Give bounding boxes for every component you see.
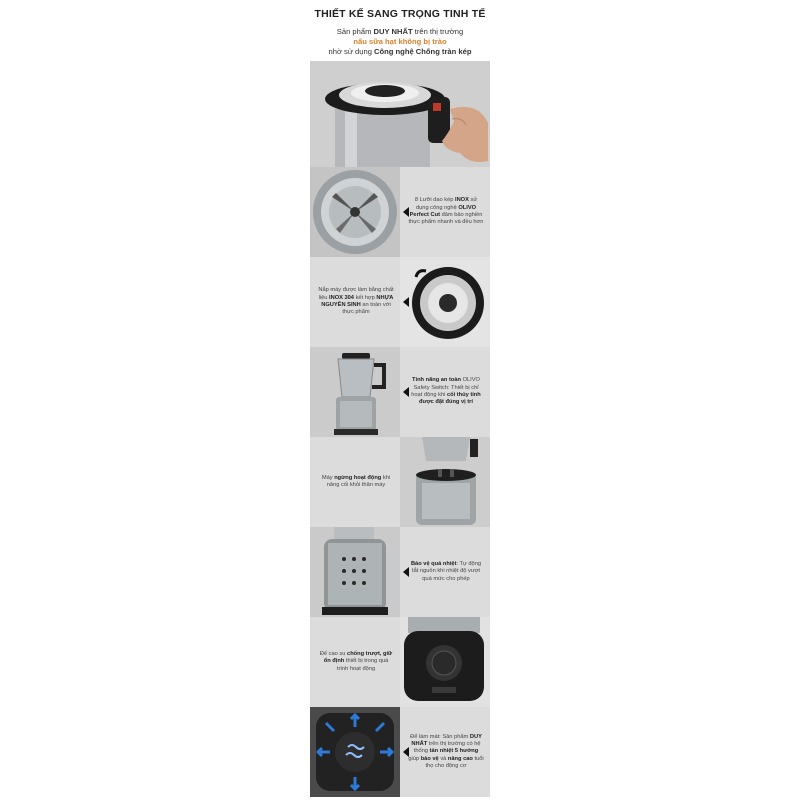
- feature-description: [318, 437, 394, 527]
- feature-text-run: giúp: [408, 755, 421, 762]
- feature-emphasis: ngừng hoạt động: [334, 474, 382, 481]
- feature-text-lid: [310, 257, 400, 347]
- lid-photo: [400, 257, 490, 347]
- feature-text-blade: [400, 167, 490, 257]
- feature-description: [318, 257, 394, 347]
- feature-emphasis: Tính năng an toàn: [412, 377, 461, 384]
- bottom-photo: [400, 617, 490, 707]
- feature-description: [408, 347, 484, 437]
- fan-photo: [310, 707, 400, 797]
- hero-photo: [310, 61, 490, 167]
- feature-text: [408, 377, 484, 406]
- feature-text-run: trên thị trường có hệ thống: [413, 741, 481, 755]
- base-photo: [400, 437, 490, 527]
- feature-text: [408, 561, 484, 583]
- blade-icon: [310, 167, 400, 257]
- feature-text-run: kết hợp: [353, 294, 377, 301]
- headline-line-3: [310, 47, 490, 57]
- headline-highlight: nấu sữa hạt không bị trào: [353, 37, 447, 46]
- feature-text-run: và: [438, 755, 448, 762]
- feature-text: [318, 475, 394, 490]
- bottom-view-icon: [400, 617, 490, 707]
- headline-emphasis: Công nghệ Chống tràn kép: [374, 47, 472, 56]
- feature-text: [318, 287, 394, 316]
- feature-emphasis: NHỰA NGUYÊN SINH: [321, 294, 394, 308]
- headline-text: nhờ sử dụng: [328, 47, 375, 56]
- headline-text: trên thị trường: [412, 27, 464, 36]
- cooling-fan-icon: [310, 707, 400, 797]
- feature-row-overheat: [310, 527, 490, 617]
- feature-emphasis: bảo vệ: [420, 755, 439, 762]
- feature-text-safety: [400, 347, 490, 437]
- feature-text-run: sử dụng công nghệ: [415, 197, 478, 211]
- feature-emphasis: tản nhiệt 5 hướng: [429, 748, 479, 755]
- feature-row-stop: [310, 437, 490, 527]
- feature-text-rubber: [310, 617, 400, 707]
- feature-text-run: thiết bị trong quá trình hoạt động: [336, 658, 389, 672]
- feature-text-run: Để làm mát: Sản phẩm: [410, 733, 470, 740]
- feature-text-overheat: [400, 527, 490, 617]
- feature-text: [408, 734, 484, 770]
- feature-row-rubber: [310, 617, 490, 707]
- feature-emphasis: cối thủy tinh được đặt đúng vị trí: [419, 392, 481, 406]
- feature-emphasis: INOX: [454, 197, 469, 204]
- feature-emphasis: nâng cao: [447, 755, 473, 762]
- feature-strip: [310, 61, 490, 800]
- feature-text-run: Máy: [321, 474, 335, 481]
- feature-text-cooling: [400, 707, 490, 797]
- blender-base-icon: [400, 437, 490, 527]
- panel-photo: [310, 527, 400, 617]
- blender-icon: [310, 347, 400, 437]
- feature-text-run: Nắp máy được làm bằng chất liệu: [318, 287, 394, 301]
- feature-description: [408, 167, 484, 257]
- feature-row-safety: [310, 347, 490, 437]
- feature-text-run: tuổi thọ cho động cơ: [425, 755, 484, 769]
- headline-line-2: [310, 37, 490, 47]
- lid-icon: [400, 257, 490, 347]
- headline-line-1: [310, 27, 490, 37]
- lid-in-hand-icon: [310, 61, 490, 167]
- feature-row-blade: [310, 167, 490, 257]
- feature-description: [318, 617, 394, 707]
- blade-photo: [310, 167, 400, 257]
- pointer-arrow-icon: [403, 297, 409, 307]
- feature-row-lid: [310, 257, 490, 347]
- feature-emphasis: Bảo vệ quá nhiệt: [410, 561, 457, 568]
- feature-emphasis: DUY NHẤT: [411, 733, 482, 748]
- control-panel-icon: [310, 527, 400, 617]
- feature-text: [408, 197, 484, 226]
- feature-text-run: đảm bảo nghiền thực phẩm nhanh và đều hơn: [408, 212, 484, 226]
- headline-text: Sản phẩm: [336, 27, 374, 36]
- feature-row-cooling: [310, 707, 490, 797]
- feature-text-run: 8 Lưỡi dao kép: [414, 197, 455, 204]
- feature-text-run: khi nâng cối khỏi thân máy: [326, 474, 391, 488]
- feature-description: [408, 527, 484, 617]
- feature-text-run: an toàn với thực phẩm: [342, 302, 391, 316]
- feature-text-run: Đế cao su: [319, 651, 348, 658]
- feature-emphasis: OLIVO Perfect Cut: [409, 204, 477, 218]
- header: [310, 0, 490, 60]
- feature-text: [318, 651, 394, 673]
- feature-emphasis: INOX 304: [329, 294, 354, 301]
- feature-text-run: OLIVO Safety Switch: Thiết bị chỉ hoạt động khi: [411, 377, 480, 398]
- headline-emphasis: DUY NHẤT: [373, 27, 413, 36]
- feature-description: [408, 707, 484, 797]
- feature-text-run: : Tự động tắt nguồn khi nhiệt độ vượt quá mức cho phép: [412, 561, 482, 582]
- blender-photo: [310, 347, 400, 437]
- page-title: THIẾT KẾ SANG TRỌNG TINH TẾ: [314, 8, 486, 20]
- feature-emphasis: chống trượt, giữ ổn định: [323, 651, 393, 665]
- feature-text-stop: [310, 437, 400, 527]
